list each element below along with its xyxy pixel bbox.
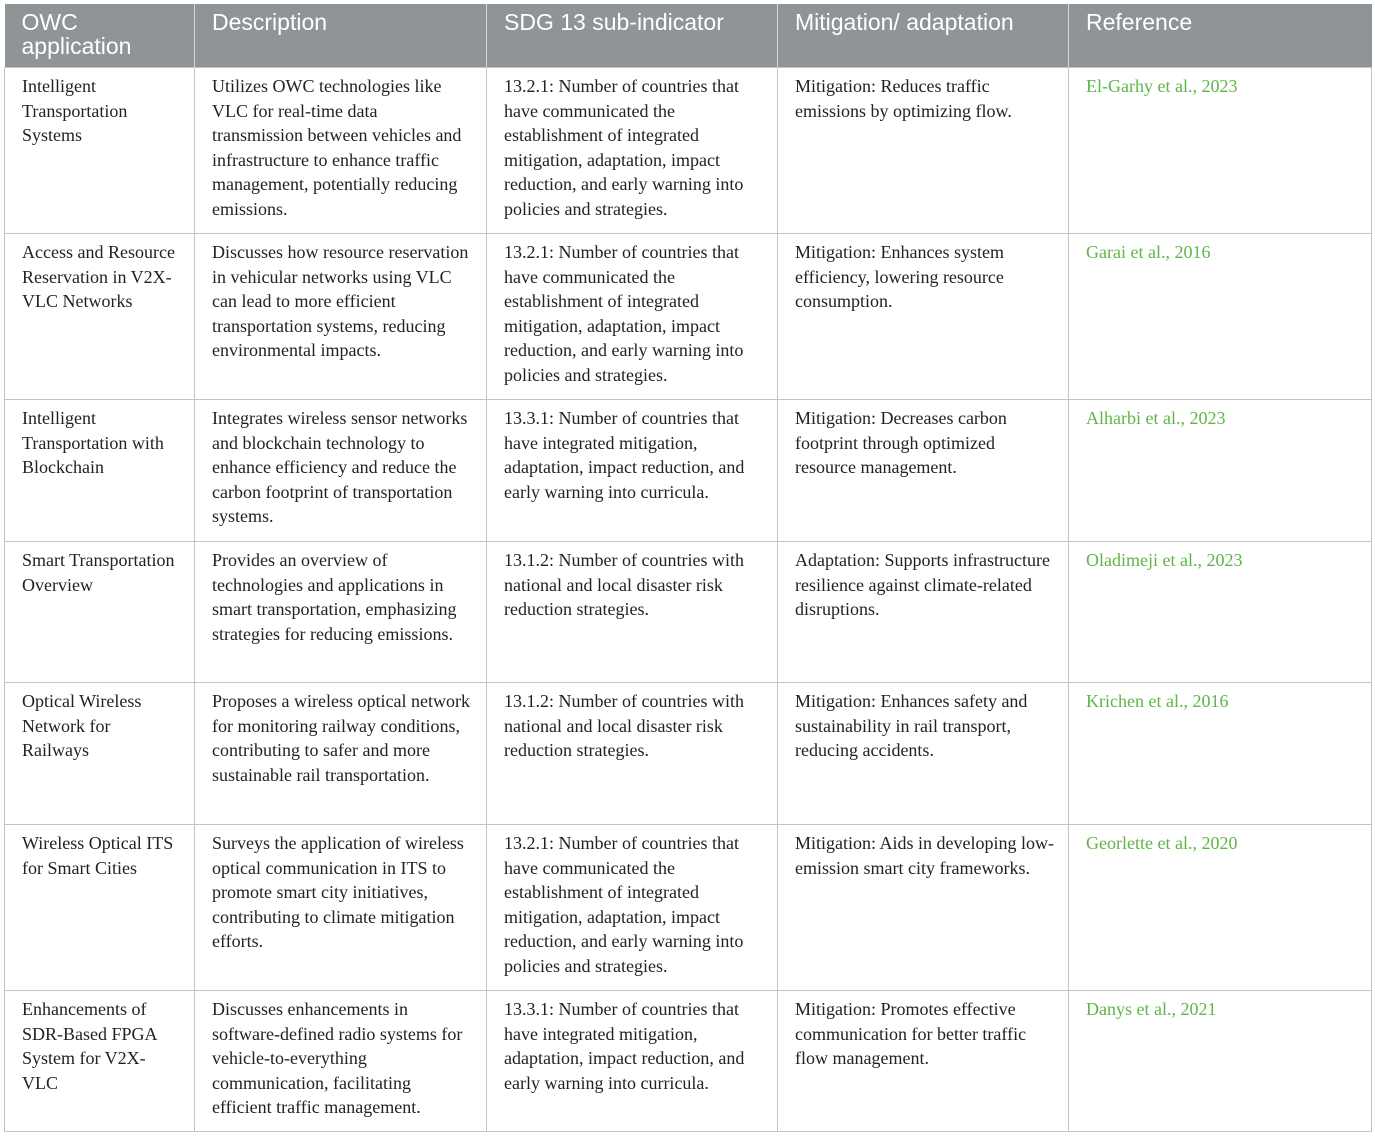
header-description: Description xyxy=(195,4,487,68)
cell-sdg-sub-indicator: 13.2.1: Number of countries that have communicated the establishment of integrated mitigation, adaptation, impact reduction, and early warning into policies and strategies. xyxy=(487,825,778,991)
table-header xyxy=(5,4,1372,68)
reference-link[interactable]: Krichen et al., 2016 xyxy=(1069,683,1372,825)
header-reference: Reference xyxy=(1069,4,1372,68)
cell-description: Discusses enhancements in software-defined radio systems for vehicle-to-everything communication, facilitating efficient traffic management. xyxy=(195,991,487,1132)
cell-description: Proposes a wireless optical network for monitoring railway conditions, contributing to safer and more sustainable rail transportation. xyxy=(195,683,487,825)
cell-description: Integrates wireless sensor networks and blockchain technology to enhance efficiency and reduce the carbon footprint of transportation systems. xyxy=(195,400,487,542)
reference-link[interactable]: Georlette et al., 2020 xyxy=(1069,825,1372,991)
reference-link[interactable]: Garai et al., 2016 xyxy=(1069,234,1372,400)
cell-mitigation-adaptation: Mitigation: Enhances safety and sustainability in rail transport, reducing accidents. xyxy=(778,683,1069,825)
cell-description: Provides an overview of technologies and applications in smart transportation, emphasizing strategies for reducing emissions. xyxy=(195,542,487,683)
table-row xyxy=(5,234,1372,400)
reference-link[interactable]: Danys et al., 2021 xyxy=(1069,991,1372,1132)
cell-owc-application: Optical Wireless Network for Railways xyxy=(5,683,195,825)
cell-description: Discusses how resource reservation in vehicular networks using VLC can lead to more efficient transportation systems, reducing environmental impacts. xyxy=(195,234,487,400)
table-row xyxy=(5,683,1372,825)
cell-mitigation-adaptation: Mitigation: Promotes effective communication for better traffic flow management. xyxy=(778,991,1069,1132)
header-mitigation-adaptation: Mitigation/ adaptation xyxy=(778,4,1069,68)
cell-owc-application: Access and Resource Reservation in V2X-VLC Networks xyxy=(5,234,195,400)
cell-owc-application: Smart Transportation Overview xyxy=(5,542,195,683)
cell-sdg-sub-indicator: 13.2.1: Number of countries that have communicated the establishment of integrated mitigation, adaptation, impact reduction, and early warning into policies and strategies. xyxy=(487,234,778,400)
cell-sdg-sub-indicator: 13.3.1: Number of countries that have integrated mitigation, adaptation, impact reduction, and early warning into curricula. xyxy=(487,991,778,1132)
cell-owc-application: Intelligent Transportation Systems xyxy=(5,68,195,234)
cell-sdg-sub-indicator: 13.1.2: Number of countries with national and local disaster risk reduction strategies. xyxy=(487,542,778,683)
cell-mitigation-adaptation: Mitigation: Aids in developing low-emission smart city frameworks. xyxy=(778,825,1069,991)
header-row xyxy=(5,4,1372,68)
table-body xyxy=(5,68,1372,1132)
header-sdg-sub-indicator: SDG 13 sub-indicator xyxy=(487,4,778,68)
cell-sdg-sub-indicator: 13.3.1: Number of countries that have integrated mitigation, adaptation, impact reduction, and early warning into curricula. xyxy=(487,400,778,542)
header-owc-application: OWC application xyxy=(5,4,195,68)
cell-mitigation-adaptation: Mitigation: Enhances system efficiency, lowering resource consumption. xyxy=(778,234,1069,400)
cell-owc-application: Intelligent Transportation with Blockchain xyxy=(5,400,195,542)
table-row xyxy=(5,825,1372,991)
table-row xyxy=(5,542,1372,683)
cell-mitigation-adaptation: Adaptation: Supports infrastructure resilience against climate-related disruptions. xyxy=(778,542,1069,683)
cell-description: Utilizes OWC technologies like VLC for real-time data transmission between vehicles and infrastructure to enhance traffic management, potentially reducing emissions. xyxy=(195,68,487,234)
reference-link[interactable]: Alharbi et al., 2023 xyxy=(1069,400,1372,542)
cell-sdg-sub-indicator: 13.2.1: Number of countries that have communicated the establishment of integrated mitigation, adaptation, impact reduction, and early warning into policies and strategies. xyxy=(487,68,778,234)
reference-link[interactable]: El-Garhy et al., 2023 xyxy=(1069,68,1372,234)
cell-mitigation-adaptation: Mitigation: Reduces traffic emissions by optimizing flow. xyxy=(778,68,1069,234)
cell-mitigation-adaptation: Mitigation: Decreases carbon footprint through optimized resource management. xyxy=(778,400,1069,542)
owc-applications-table xyxy=(4,4,1372,1132)
cell-description: Surveys the application of wireless optical communication in ITS to promote smart city initiatives, contributing to climate mitigation efforts. xyxy=(195,825,487,991)
cell-sdg-sub-indicator: 13.1.2: Number of countries with national and local disaster risk reduction strategies. xyxy=(487,683,778,825)
table-row xyxy=(5,991,1372,1132)
table-row xyxy=(5,68,1372,234)
cell-owc-application: Enhancements of SDR-Based FPGA System for V2X-VLC xyxy=(5,991,195,1132)
table-row xyxy=(5,400,1372,542)
reference-link[interactable]: Oladimeji et al., 2023 xyxy=(1069,542,1372,683)
cell-owc-application: Wireless Optical ITS for Smart Cities xyxy=(5,825,195,991)
